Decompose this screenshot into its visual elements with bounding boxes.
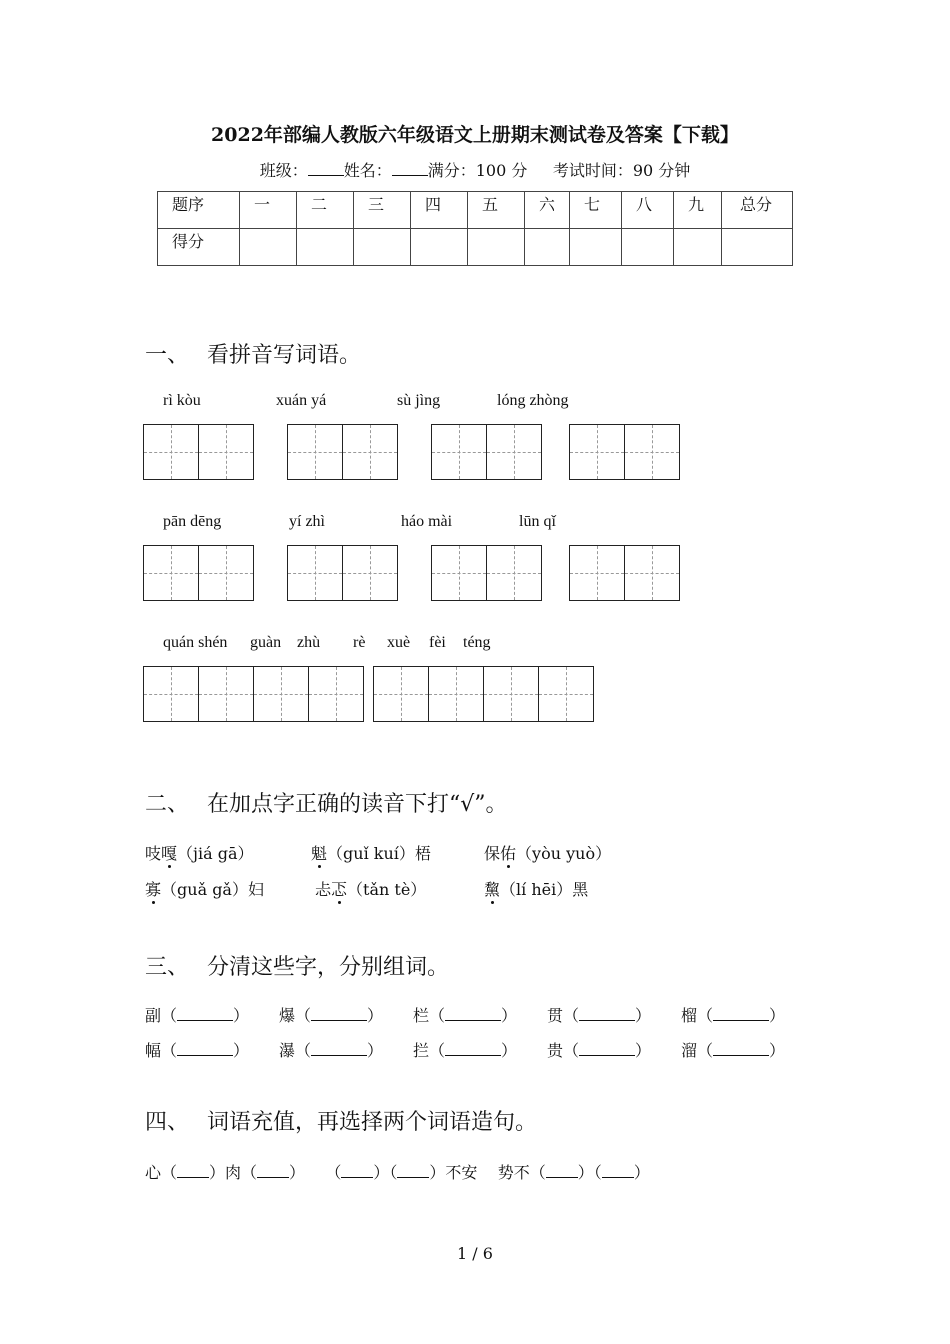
score-row-label: 得分 — [158, 229, 240, 266]
pinyin-label: zhù — [297, 634, 321, 651]
score-header-cell: 九 — [674, 192, 722, 229]
score-header-cell: 一 — [240, 192, 297, 229]
writing-grid[interactable] — [287, 424, 398, 480]
score-header-row — [158, 192, 793, 229]
reading-item: 黧（lí hēi）黑 — [484, 880, 589, 899]
pinyin-label: rè — [353, 634, 366, 651]
exam-info — [0, 158, 950, 181]
writing-grid[interactable] — [143, 666, 364, 722]
score-cell — [411, 229, 468, 266]
pinyin-label: guàn — [250, 634, 282, 651]
page-number: 1 / 6 — [457, 1244, 493, 1263]
score-header-cell: 五 — [468, 192, 525, 229]
score-cell — [525, 229, 570, 266]
section-4-heading: 四、 词语充值，再选择两个词语造句。 — [145, 1110, 538, 1135]
writing-grid[interactable] — [431, 424, 542, 480]
writing-grid[interactable] — [569, 424, 680, 480]
score-header-cell: 三 — [354, 192, 411, 229]
pinyin-label: xuán yá — [276, 392, 327, 409]
score-header-cell: 题序 — [158, 192, 240, 229]
score-cell — [297, 229, 354, 266]
word-item: 榴（ ） — [681, 1006, 786, 1025]
pinyin-label: pān dēng — [163, 513, 222, 530]
score-cell — [622, 229, 674, 266]
score-cell — [468, 229, 525, 266]
reading-item: 忐忑（tǎn tè） — [315, 880, 427, 899]
writing-grid[interactable] — [143, 424, 254, 480]
writing-grid[interactable] — [373, 666, 594, 722]
reading-item: 保佑（yòu yuò） — [484, 844, 612, 863]
full-score: 满分：100 分 — [427, 161, 528, 180]
pinyin-label: háo mài — [401, 513, 453, 530]
writing-grid[interactable] — [287, 545, 398, 601]
score-header-cell: 二 — [297, 192, 354, 229]
section-1-heading: 一、 看拼音写词语。 — [145, 343, 362, 368]
writing-grid[interactable] — [143, 545, 254, 601]
score-header-cell: 七 — [570, 192, 622, 229]
score-cell — [674, 229, 722, 266]
pinyin-label: fèi — [429, 634, 446, 651]
pinyin-label: quán shén — [163, 634, 228, 651]
score-header-cell: 八 — [622, 192, 674, 229]
pinyin-label: rì kòu — [163, 392, 201, 409]
word-item: 拦（ ） — [413, 1041, 518, 1060]
writing-grid[interactable] — [431, 545, 542, 601]
section-2-heading: 二、 在加点字正确的读音下打“√”。 — [145, 792, 508, 817]
reading-item: 魁（guǐ kuí）梧 — [311, 844, 431, 863]
word-item: 溜（ ） — [681, 1041, 786, 1060]
writing-grid[interactable] — [569, 545, 680, 601]
word-item: 爆（ ） — [279, 1006, 384, 1025]
name-label: 姓名： — [343, 161, 392, 180]
score-cell — [354, 229, 411, 266]
pinyin-label: lūn qǐ — [519, 513, 556, 530]
score-table — [157, 191, 793, 266]
idiom-fill-row: 心（ ）肉（ ） （ ）（ ）不安 势不（ ）（ ） — [145, 1163, 650, 1182]
page-title: 2022年部编人教版六年级语文上册期末测试卷及答案【下载】 — [211, 124, 739, 146]
score-row — [158, 229, 793, 266]
word-item: 栏（ ） — [413, 1006, 518, 1025]
pinyin-label: xuè — [387, 634, 411, 651]
reading-item: 寡（guǎ gǎ）妇 — [145, 880, 264, 899]
score-cell — [240, 229, 297, 266]
word-item: 贵（ ） — [547, 1041, 652, 1060]
exam-time: 考试时间：90 分钟 — [552, 161, 691, 180]
pinyin-label: lóng zhòng — [497, 392, 569, 409]
pinyin-label: sù jìng — [397, 392, 441, 409]
name-blank — [392, 161, 428, 176]
section-3-heading: 三、 分清这些字，分别组词。 — [145, 955, 450, 980]
word-item: 幅（ ） — [145, 1041, 250, 1060]
word-item: 副（ ） — [145, 1006, 250, 1025]
score-header-cell: 六 — [525, 192, 570, 229]
score-header-cell: 总分 — [722, 192, 793, 229]
pinyin-label: yí zhì — [289, 513, 325, 530]
score-cell — [570, 229, 622, 266]
reading-item: 吱嘎（jiá gā） — [145, 844, 254, 863]
score-cell — [722, 229, 793, 266]
word-item: 贯（ ） — [547, 1006, 652, 1025]
class-label: 班级： — [259, 161, 308, 180]
class-blank — [308, 161, 344, 176]
pinyin-label: téng — [463, 634, 491, 651]
word-item: 瀑（ ） — [279, 1041, 384, 1060]
score-header-cell: 四 — [411, 192, 468, 229]
